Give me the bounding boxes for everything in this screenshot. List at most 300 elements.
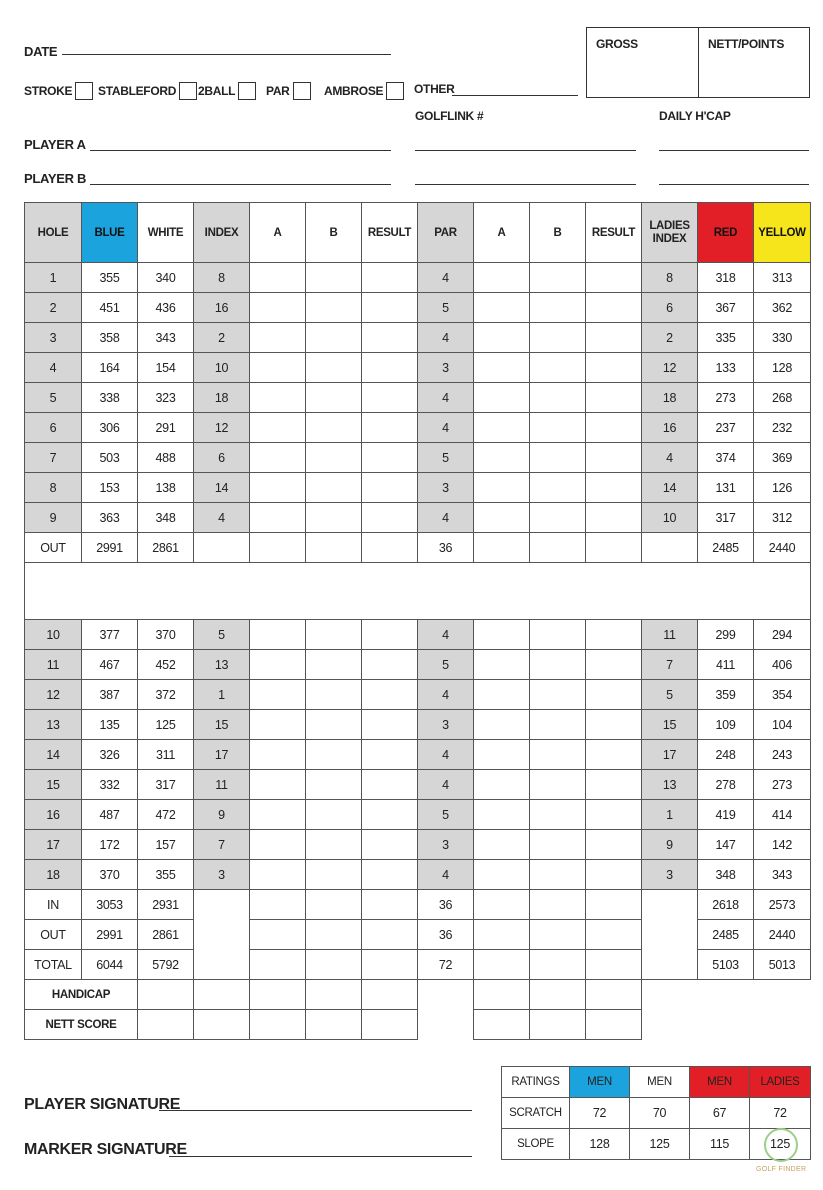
nett-points-label[interactable]: NETT/POINTS	[708, 37, 785, 51]
blue-distance: 164	[82, 353, 138, 383]
score-b-cell[interactable]	[306, 650, 362, 680]
hole-row	[25, 710, 811, 740]
result-cell[interactable]	[362, 503, 418, 533]
par-value: 4	[418, 503, 474, 533]
format-checkbox-ambrose[interactable]	[386, 82, 404, 100]
empty-cell	[642, 1010, 811, 1040]
score-a2-cell[interactable]	[474, 650, 530, 680]
ladies-index: 1	[642, 800, 698, 830]
ratings-header-cell: LADIES	[750, 1067, 811, 1098]
red-total: 2618	[698, 890, 754, 920]
par-total: 36	[418, 920, 474, 950]
yellow-total: 5013	[754, 950, 811, 980]
score-b2-cell[interactable]	[530, 383, 586, 413]
score-a2-cell[interactable]	[474, 860, 530, 890]
score-a-cell[interactable]	[250, 860, 306, 890]
score-a2-cell[interactable]	[474, 263, 530, 293]
hole-row	[25, 383, 811, 413]
stroke-index: 3	[194, 860, 250, 890]
score-a2-cell[interactable]	[474, 353, 530, 383]
score-b-cell[interactable]	[306, 533, 362, 563]
result2-cell[interactable]	[586, 680, 642, 710]
result-cell[interactable]	[362, 650, 418, 680]
score-b-cell[interactable]	[306, 323, 362, 353]
ratings-row-label: SCRATCH	[502, 1098, 570, 1129]
score-b2-cell[interactable]	[530, 710, 586, 740]
ladies-index: 15	[642, 710, 698, 740]
other-field[interactable]	[452, 95, 578, 96]
score-b-cell[interactable]	[306, 353, 362, 383]
result2-cell[interactable]	[586, 293, 642, 323]
total-row-total	[25, 950, 811, 980]
score-b2-cell[interactable]	[530, 860, 586, 890]
result2-cell[interactable]	[586, 710, 642, 740]
hole-number: 12	[25, 680, 82, 710]
score-b2-cell[interactable]	[530, 770, 586, 800]
result2-cell[interactable]	[586, 473, 642, 503]
score-a-cell[interactable]	[250, 620, 306, 650]
score-b-cell[interactable]	[306, 680, 362, 710]
daily-hcap-label: DAILY H'CAP	[659, 109, 731, 123]
stroke-index: 17	[194, 740, 250, 770]
hole-row	[25, 473, 811, 503]
score-a-cell[interactable]	[250, 1010, 306, 1040]
score-a2-cell[interactable]	[474, 1010, 530, 1040]
result-cell[interactable]	[362, 860, 418, 890]
format-label-par: PAR	[266, 84, 290, 98]
yellow-distance: 362	[754, 293, 811, 323]
score-a2-cell[interactable]	[474, 740, 530, 770]
empty-cell	[194, 950, 250, 980]
entry-cell[interactable]	[194, 1010, 250, 1040]
result-cell[interactable]	[362, 383, 418, 413]
score-b-cell[interactable]	[306, 263, 362, 293]
par-value: 4	[418, 860, 474, 890]
result-cell[interactable]	[362, 473, 418, 503]
result2-cell[interactable]	[586, 503, 642, 533]
result-cell[interactable]	[362, 293, 418, 323]
score-b2-cell[interactable]	[530, 740, 586, 770]
red-distance: 147	[698, 830, 754, 860]
score-b2-cell[interactable]	[530, 830, 586, 860]
format-option-par	[266, 82, 311, 100]
score-a-cell[interactable]	[250, 323, 306, 353]
red-distance: 359	[698, 680, 754, 710]
score-b2-cell[interactable]	[530, 413, 586, 443]
result2-cell[interactable]	[586, 383, 642, 413]
score-a-cell[interactable]	[250, 263, 306, 293]
hole-row	[25, 323, 811, 353]
white-distance: 340	[138, 263, 194, 293]
white-total: 2931	[138, 890, 194, 920]
score-a-cell[interactable]	[250, 413, 306, 443]
result2-cell[interactable]	[586, 890, 642, 920]
red-total: 2485	[698, 533, 754, 563]
blue-distance: 306	[82, 413, 138, 443]
result-cell[interactable]	[362, 323, 418, 353]
score-a2-cell[interactable]	[474, 890, 530, 920]
score-a-cell[interactable]	[250, 710, 306, 740]
score-b-cell[interactable]	[306, 383, 362, 413]
ladies-index: 10	[642, 503, 698, 533]
score-a-cell[interactable]	[250, 443, 306, 473]
score-a-cell[interactable]	[250, 680, 306, 710]
score-b-cell[interactable]	[306, 890, 362, 920]
score-a-cell[interactable]	[250, 293, 306, 323]
red-distance: 278	[698, 770, 754, 800]
par-value: 4	[418, 323, 474, 353]
out-label: OUT	[25, 533, 82, 563]
blue-total: 2991	[82, 533, 138, 563]
score-b-cell[interactable]	[306, 950, 362, 980]
score-b-cell[interactable]	[306, 503, 362, 533]
score-a-cell[interactable]	[250, 800, 306, 830]
score-a2-cell[interactable]	[474, 323, 530, 353]
yellow-total: 2440	[754, 533, 811, 563]
score-b2-cell[interactable]	[530, 620, 586, 650]
score-a2-cell[interactable]	[474, 830, 530, 860]
red-distance: 299	[698, 620, 754, 650]
blue-distance: 487	[82, 800, 138, 830]
entry-cell[interactable]	[194, 980, 250, 1010]
score-b-cell[interactable]	[306, 740, 362, 770]
score-a2-cell[interactable]	[474, 293, 530, 323]
hole-number: 10	[25, 620, 82, 650]
hole-number: 15	[25, 770, 82, 800]
score-a2-cell[interactable]	[474, 680, 530, 710]
hole-number: 1	[25, 263, 82, 293]
white-total: 2861	[138, 533, 194, 563]
stroke-index: 6	[194, 443, 250, 473]
hole-number: 16	[25, 800, 82, 830]
white-distance: 138	[138, 473, 194, 503]
hole-number: 18	[25, 860, 82, 890]
stroke-index: 16	[194, 293, 250, 323]
red-distance: 419	[698, 800, 754, 830]
score-b-cell[interactable]	[306, 413, 362, 443]
result-cell[interactable]	[362, 263, 418, 293]
score-b-cell[interactable]	[306, 980, 362, 1010]
result-cell[interactable]	[362, 920, 418, 950]
red-distance: 248	[698, 740, 754, 770]
player-signature-field[interactable]	[159, 1110, 472, 1111]
red-distance: 109	[698, 710, 754, 740]
result2-cell[interactable]	[586, 443, 642, 473]
ladies-index: 7	[642, 650, 698, 680]
result2-cell[interactable]	[586, 800, 642, 830]
result-cell[interactable]	[362, 950, 418, 980]
score-a-cell[interactable]	[250, 890, 306, 920]
player-a-name-field[interactable]	[90, 150, 391, 151]
score-a2-cell[interactable]	[474, 920, 530, 950]
score-b2-cell[interactable]	[530, 890, 586, 920]
header-row	[25, 203, 811, 263]
result-cell[interactable]	[362, 1010, 418, 1040]
format-checkbox-2ball[interactable]	[238, 82, 256, 100]
score-b2-cell[interactable]	[530, 293, 586, 323]
result2-cell[interactable]	[586, 413, 642, 443]
format-label-ambrose: AMBROSE	[324, 84, 384, 98]
score-a2-cell[interactable]	[474, 443, 530, 473]
total-label: OUT	[25, 920, 82, 950]
score-a-cell[interactable]	[250, 740, 306, 770]
score-b2-cell[interactable]	[530, 503, 586, 533]
score-b-cell[interactable]	[306, 800, 362, 830]
score-a-cell[interactable]	[250, 650, 306, 680]
result2-cell[interactable]	[586, 920, 642, 950]
hole-row	[25, 263, 811, 293]
score-a-cell[interactable]	[250, 950, 306, 980]
empty-cell	[418, 980, 474, 1010]
result2-cell[interactable]	[586, 740, 642, 770]
ratings-row-label: SLOPE	[502, 1129, 570, 1160]
score-a2-cell[interactable]	[474, 950, 530, 980]
total-row-out	[25, 920, 811, 950]
format-checkbox-stroke[interactable]	[75, 82, 93, 100]
result2-cell[interactable]	[586, 650, 642, 680]
rating-value: 72	[750, 1098, 811, 1129]
yellow-distance: 268	[754, 383, 811, 413]
white-distance: 436	[138, 293, 194, 323]
result-cell[interactable]	[362, 740, 418, 770]
stroke-index: 9	[194, 800, 250, 830]
score-a-cell[interactable]	[250, 503, 306, 533]
rating-value: 125	[750, 1129, 811, 1160]
score-a-cell[interactable]	[250, 830, 306, 860]
hole-row	[25, 800, 811, 830]
score-b2-cell[interactable]	[530, 800, 586, 830]
red-distance: 273	[698, 383, 754, 413]
score-b2-cell[interactable]	[530, 1010, 586, 1040]
blue-distance: 135	[82, 710, 138, 740]
result2-cell[interactable]	[586, 770, 642, 800]
result-cell[interactable]	[362, 680, 418, 710]
result-cell[interactable]	[362, 533, 418, 563]
score-a2-cell[interactable]	[474, 503, 530, 533]
white-distance: 488	[138, 443, 194, 473]
hole-number: 11	[25, 650, 82, 680]
blue-distance: 451	[82, 293, 138, 323]
par-value: 4	[418, 770, 474, 800]
hole-row	[25, 413, 811, 443]
score-a-cell[interactable]	[250, 980, 306, 1010]
hole-row	[25, 620, 811, 650]
red-distance: 317	[698, 503, 754, 533]
date-label: DATE	[24, 44, 58, 59]
col-header-white: WHITE	[138, 203, 194, 263]
result-cell[interactable]	[362, 413, 418, 443]
score-b2-cell[interactable]	[530, 680, 586, 710]
ladies-index: 18	[642, 383, 698, 413]
result-cell[interactable]	[362, 980, 418, 1010]
white-total: 5792	[138, 950, 194, 980]
par-value: 3	[418, 353, 474, 383]
score-b-cell[interactable]	[306, 620, 362, 650]
player-a-hcap-field[interactable]	[659, 150, 809, 151]
score-b2-cell[interactable]	[530, 533, 586, 563]
score-b-cell[interactable]	[306, 830, 362, 860]
score-a-cell[interactable]	[250, 473, 306, 503]
par-value: 3	[418, 710, 474, 740]
result2-cell[interactable]	[586, 533, 642, 563]
ratings-row-scratch	[502, 1098, 811, 1129]
ladies-index: 9	[642, 830, 698, 860]
par-value: 5	[418, 293, 474, 323]
format-checkbox-stableford[interactable]	[179, 82, 197, 100]
score-a2-cell[interactable]	[474, 383, 530, 413]
par-total: 36	[418, 533, 474, 563]
score-b2-cell[interactable]	[530, 650, 586, 680]
result2-cell[interactable]	[586, 263, 642, 293]
score-a2-cell[interactable]	[474, 800, 530, 830]
par-total: 36	[418, 890, 474, 920]
score-a2-cell[interactable]	[474, 770, 530, 800]
white-distance: 323	[138, 383, 194, 413]
yellow-distance: 142	[754, 830, 811, 860]
format-option-stroke	[24, 82, 93, 100]
blue-distance: 377	[82, 620, 138, 650]
total-label: IN	[25, 890, 82, 920]
player-b-golflink-field[interactable]	[415, 184, 636, 185]
empty-cell	[642, 950, 698, 980]
score-a2-cell[interactable]	[474, 473, 530, 503]
score-b2-cell[interactable]	[530, 980, 586, 1010]
col-header-par: PAR	[418, 203, 474, 263]
score-b2-cell[interactable]	[530, 443, 586, 473]
result-cell[interactable]	[362, 443, 418, 473]
empty-cell	[194, 890, 250, 920]
player-signature-label: PLAYER SIGNATURE	[24, 1096, 181, 1113]
stroke-index: 14	[194, 473, 250, 503]
ratings-header-cell: MEN	[570, 1067, 630, 1098]
stroke-index: 7	[194, 830, 250, 860]
red-distance: 131	[698, 473, 754, 503]
player-b-name-field[interactable]	[90, 184, 391, 185]
player-b-hcap-field[interactable]	[659, 184, 809, 185]
par-value: 5	[418, 650, 474, 680]
score-a-cell[interactable]	[250, 770, 306, 800]
par-value: 4	[418, 620, 474, 650]
hole-number: 13	[25, 710, 82, 740]
score-b-cell[interactable]	[306, 293, 362, 323]
score-a2-cell[interactable]	[474, 980, 530, 1010]
result2-cell[interactable]	[586, 323, 642, 353]
score-a-cell[interactable]	[250, 920, 306, 950]
score-a2-cell[interactable]	[474, 533, 530, 563]
red-distance: 237	[698, 413, 754, 443]
yellow-distance: 312	[754, 503, 811, 533]
rating-value: 70	[630, 1098, 690, 1129]
par-value: 4	[418, 740, 474, 770]
score-a2-cell[interactable]	[474, 710, 530, 740]
score-a2-cell[interactable]	[474, 413, 530, 443]
ladies-index: 13	[642, 770, 698, 800]
gross-label[interactable]: GROSS	[596, 37, 638, 51]
red-distance: 133	[698, 353, 754, 383]
white-distance: 372	[138, 680, 194, 710]
result-cell[interactable]	[362, 353, 418, 383]
result2-cell[interactable]	[586, 950, 642, 980]
red-total: 2485	[698, 920, 754, 950]
total-row-in	[25, 890, 811, 920]
yellow-distance: 330	[754, 323, 811, 353]
stroke-index: 13	[194, 650, 250, 680]
rating-value: 115	[690, 1129, 750, 1160]
marker-signature-field[interactable]	[169, 1156, 472, 1157]
result-cell[interactable]	[362, 890, 418, 920]
col-header-b2: B	[530, 203, 586, 263]
result2-cell[interactable]	[586, 620, 642, 650]
format-label-stroke: STROKE	[24, 84, 73, 98]
score-b-cell[interactable]	[306, 473, 362, 503]
format-checkbox-par[interactable]	[293, 82, 311, 100]
yellow-distance: 354	[754, 680, 811, 710]
ladies-index: 16	[642, 413, 698, 443]
score-b-cell[interactable]	[306, 860, 362, 890]
player-a-golflink-field[interactable]	[415, 150, 636, 151]
blue-distance: 338	[82, 383, 138, 413]
result-cell[interactable]	[362, 710, 418, 740]
blue-distance: 326	[82, 740, 138, 770]
score-b-cell[interactable]	[306, 770, 362, 800]
result-cell[interactable]	[362, 770, 418, 800]
score-b2-cell[interactable]	[530, 353, 586, 383]
format-label-stableford: STABLEFORD	[98, 84, 177, 98]
score-a-cell[interactable]	[250, 533, 306, 563]
blue-total: 3053	[82, 890, 138, 920]
stroke-index: 1	[194, 680, 250, 710]
result2-cell[interactable]	[586, 980, 642, 1010]
golflink-label: GOLFLINK #	[415, 109, 484, 123]
score-b-cell[interactable]	[306, 710, 362, 740]
score-a-cell[interactable]	[250, 353, 306, 383]
date-field[interactable]	[62, 54, 391, 55]
result-cell[interactable]	[362, 620, 418, 650]
score-b2-cell[interactable]	[530, 323, 586, 353]
result2-cell[interactable]	[586, 1010, 642, 1040]
result2-cell[interactable]	[586, 353, 642, 383]
ladies-index: 3	[642, 860, 698, 890]
entry-cell[interactable]	[138, 1010, 194, 1040]
yellow-distance: 104	[754, 710, 811, 740]
score-b2-cell[interactable]	[530, 473, 586, 503]
stroke-index: 5	[194, 620, 250, 650]
hole-row	[25, 740, 811, 770]
entry-cell[interactable]	[138, 980, 194, 1010]
col-header-result2: RESULT	[586, 203, 642, 263]
score-b2-cell[interactable]	[530, 920, 586, 950]
col-header-a: A	[250, 203, 306, 263]
score-b2-cell[interactable]	[530, 263, 586, 293]
ratings-header-row	[502, 1067, 811, 1098]
yellow-distance: 313	[754, 263, 811, 293]
hole-row	[25, 293, 811, 323]
result2-cell[interactable]	[586, 860, 642, 890]
score-b-cell[interactable]	[306, 1010, 362, 1040]
score-b-cell[interactable]	[306, 920, 362, 950]
stroke-index: 11	[194, 770, 250, 800]
yellow-distance: 406	[754, 650, 811, 680]
score-b2-cell[interactable]	[530, 950, 586, 980]
score-b-cell[interactable]	[306, 443, 362, 473]
score-a-cell[interactable]	[250, 383, 306, 413]
score-a2-cell[interactable]	[474, 620, 530, 650]
result2-cell[interactable]	[586, 830, 642, 860]
result-cell[interactable]	[362, 800, 418, 830]
hole-number: 17	[25, 830, 82, 860]
blue-total: 6044	[82, 950, 138, 980]
result-cell[interactable]	[362, 830, 418, 860]
